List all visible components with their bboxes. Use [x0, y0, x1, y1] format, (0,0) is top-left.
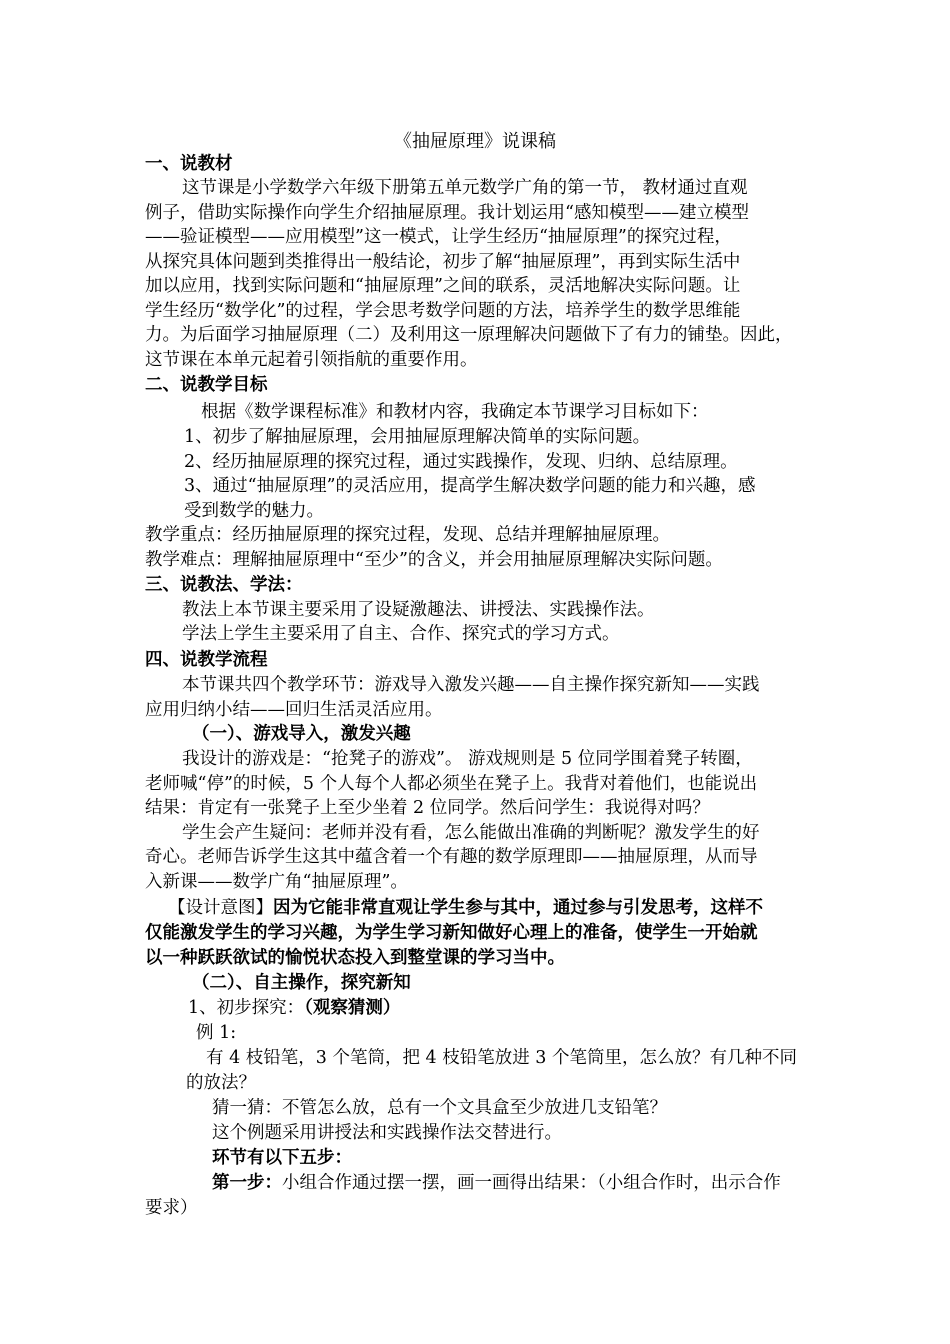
step-label-bold: （观察猜测）: [304, 998, 401, 1018]
teaching-key-point: 教学重点：经历抽屉原理的探究过程，发现、总结并理解抽屉原理。: [145, 525, 670, 545]
method-note: 这个例题采用讲授法和实践操作法交替进行。: [212, 1123, 562, 1143]
subsection-heading-explore: （二）、自主操作，探究新知: [192, 973, 411, 993]
goal-item-continued: 受到数学的魅力。: [184, 501, 324, 521]
teaching-difficulty: 教学难点：理解抽屉原理中“至少”的含义，并会用抽屉原理解决实际问题。: [145, 550, 723, 570]
paragraph-line: 学生会产生疑问：老师并没有看，怎么能做出准确的判断呢？激发学生的好: [182, 823, 760, 843]
goal-item: 3、通过“抽屉原理”的灵活应用，提高学生解决数学问题的能力和兴趣，感: [184, 476, 756, 496]
guess-line: 猜一猜：不管怎么放，总有一个文具盒至少放进几支铅笔？: [212, 1098, 667, 1118]
paragraph-line: 力。为后面学习抽屉原理（二）及利用这一原理解决问题做下了有力的铺垫。因此，: [145, 325, 793, 345]
example-problem-continued: 的放法？: [186, 1073, 256, 1093]
paragraph-line: 从探究具体问题到类推得出一般结论，初步了解“抽屉原理”，再到实际生活中: [145, 252, 741, 272]
paragraph-line: 老师喊“停”的时候，5 个人每个人都必须坐在凳子上。我背对着他们，也能说出: [145, 774, 758, 794]
steps-heading: 环节有以下五步：: [212, 1148, 352, 1168]
method-line: 学法上学生主要采用了自主、合作、探究式的学习方式。: [182, 624, 620, 644]
paragraph-line: 奇心。老师告诉学生这其中蕴含着一个有趣的数学原理即——抽屉原理，从而导: [145, 847, 758, 867]
paragraph-line: 我设计的游戏是：“抢凳子的游戏”。 游戏规则是 5 位同学围着凳子转圈，: [182, 749, 753, 769]
subsection-heading-game: （一）、游戏导入，激发兴趣: [192, 724, 411, 744]
paragraph-line: 应用归纳小结——回归生活灵活应用。: [145, 700, 443, 720]
step-line: [188, 996, 400, 1020]
example-label: 例 1:: [196, 1023, 237, 1043]
step-label: 1、初步探究：: [188, 998, 305, 1018]
first-step-text: 小组合作通过摆一摆，画一画得出结果：（小组合作时，出示合作: [282, 1173, 781, 1193]
method-line: 教法上本节课主要采用了设疑激趣法、讲授法、实践操作法。: [182, 600, 655, 620]
section-heading-process: 四、说教学流程: [145, 650, 268, 670]
goals-intro: 根据《数学课程标准》和教材内容，我确定本节课学习目标如下：: [201, 402, 709, 422]
paragraph-line: 本节课共四个教学环节：游戏导入激发兴趣——自主操作探究新知——实践: [182, 675, 760, 695]
paragraph-line: 结果：肯定有一张凳子上至少坐着 2 位同学。然后问学生：我说得对吗？: [145, 798, 710, 818]
paragraph-line: 这节课是小学数学六年级下册第五单元数学广角的第一节， 教材通过直观: [182, 178, 748, 198]
paragraph-line: 例子，借助实际操作向学生介绍抽屉原理。我计划运用“感知模型——建立模型: [145, 203, 749, 223]
section-heading-methods: 三、说教法、学法：: [145, 575, 303, 595]
first-step-line: [212, 1171, 781, 1195]
design-intent-text: 仅能激发学生的学习兴趣，为学生学习新知做好心理上的准备，使学生一开始就: [145, 923, 758, 943]
goal-item: 1、初步了解抽屉原理，会用抽屉原理解决简单的实际问题。: [184, 427, 651, 447]
paragraph-line: 加以应用，找到实际问题和“抽屉原理”之间的联系，灵活地解决实际问题。让: [145, 276, 741, 296]
design-intent-line: [168, 896, 763, 920]
paragraph-line: 学生经历“数学化”的过程，学会思考数学问题的方法，培养学生的数学思维能: [145, 301, 741, 321]
example-problem: 有 4 枝铅笔，3 个笔筒，把 4 枝铅笔放进 3 个笔筒里，怎么放？有几种不同: [206, 1048, 797, 1068]
paragraph-line: 入新课——数学广角“抽屉原理”。: [145, 872, 408, 892]
design-intent-text: 以一种跃跃欲试的愉悦状态投入到整堂课的学习当中。: [145, 948, 565, 968]
paragraph-line: ——验证模型——应用模型”这一模式，让学生经历“抽屉原理”的探究过程，: [145, 227, 732, 247]
design-intent-text: 因为它能非常直观让学生参与其中，通过参与引发思考，这样不: [273, 898, 763, 918]
document-title: 《抽屉原理》说课稿: [394, 131, 556, 152]
design-intent-label: 【设计意图】: [168, 898, 273, 918]
section-heading-goals: 二、说教学目标: [145, 375, 268, 395]
section-heading-textbook: 一、说教材: [145, 154, 233, 174]
paragraph-line: 这节课在本单元起着引领指航的重要作用。: [145, 350, 478, 370]
goal-item: 2、经历抽屉原理的探究过程，通过实践操作，发现、归纳、总结原理。: [184, 452, 738, 472]
first-step-label: 第一步：: [212, 1173, 282, 1193]
first-step-continued: 要求）: [145, 1198, 198, 1218]
